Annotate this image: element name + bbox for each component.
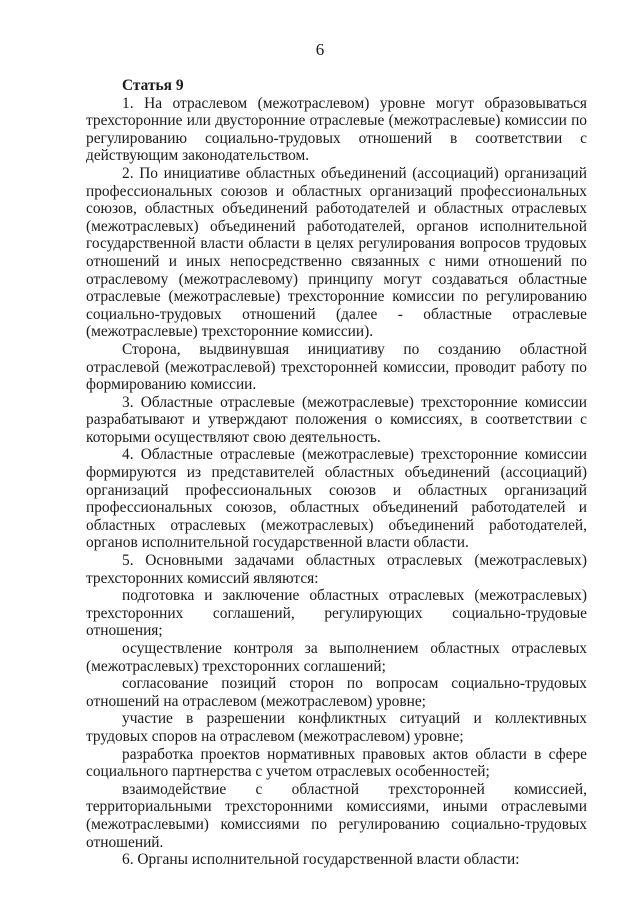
paragraph: 4. Областные отраслевые (межотраслевые) трехсторонние комиссии формируются из представителей областных объединений (ассоциаций) организаций профессиональных союзов и областных организаций профессиональных союзов, областных объединений работодателей и областных отраслевых (межотраслевых) объединений работодателей, органов исполнительной государственной власти области. <box>86 446 587 552</box>
list-item: согласование позиций сторон по вопросам социально-трудовых отношений на отраслевом (межотраслевом) уровне; <box>86 675 587 710</box>
paragraph: 2. По инициативе областных объединений (ассоциаций) организаций профессиональных союзов и областных организаций профессиональных союзов, областных объединений работодателей и областных отраслевых (межотраслевых) объединений работодателей, органов исполнительной государственной власти области в целях регулирования вопросов трудовых отношений и иных непосредственно связанных с ними отношений по отраслевому (межотраслевому) принципу могут создаваться областные отраслевые (межотраслевые) трехсторонние комиссии по регулированию социально-трудовых отношений (далее - областные отраслевые (межотраслевые) трехсторонние комиссии). <box>86 164 587 341</box>
list-item: участие в разрешении конфликтных ситуаций и коллективных трудовых споров на отраслевом (межотраслевом) уровне; <box>86 710 587 745</box>
paragraph: Сторона, выдвинувшая инициативу по созданию областной отраслевой (межотраслевой) трехсторонней комиссии, проводит работу по формированию комиссии. <box>86 340 587 394</box>
list-item: подготовка и заключение областных отраслевых (межотраслевых) трехсторонних соглашений, регулирующих социально-трудовые отношения; <box>86 587 587 640</box>
list-item: осуществление контроля за выполнением областных отраслевых (межотраслевых) трехсторонних соглашений; <box>86 640 587 675</box>
list-item: разработка проектов нормативных правовых актов области в сфере социального партнерства с учетом отраслевых особенностей; <box>86 745 587 781</box>
paragraph: 5. Основными задачами областных отраслевых (межотраслевых) трехсторонних комиссий являются: <box>86 552 587 587</box>
paragraph: 1. На отраслевом (межотраслевом) уровне могут образовываться трехсторонние или двусторонние отраслевые (межотраслевые) комиссии по регулированию социально-трудовых отношений в соответствии с действующим законодательством. <box>86 94 587 165</box>
document-body <box>86 77 587 869</box>
paragraph: 3. Областные отраслевые (межотраслевые) трехсторонние комиссии разрабатывают и утверждают положения о комиссиях, в соответствии с которыми осуществляют свою деятельность. <box>86 393 587 446</box>
list-item: взаимодействие с областной трехсторонней комиссией, территориальными трехсторонними комиссиями, иными отраслевыми (межотраслевыми) комиссиями по регулированию социально-трудовых отношений. <box>86 780 587 851</box>
page-number: 6 <box>315 40 325 59</box>
paragraph: 6. Органы исполнительной государственной власти области: <box>122 851 520 869</box>
article-title: Статья 9 <box>122 77 184 94</box>
